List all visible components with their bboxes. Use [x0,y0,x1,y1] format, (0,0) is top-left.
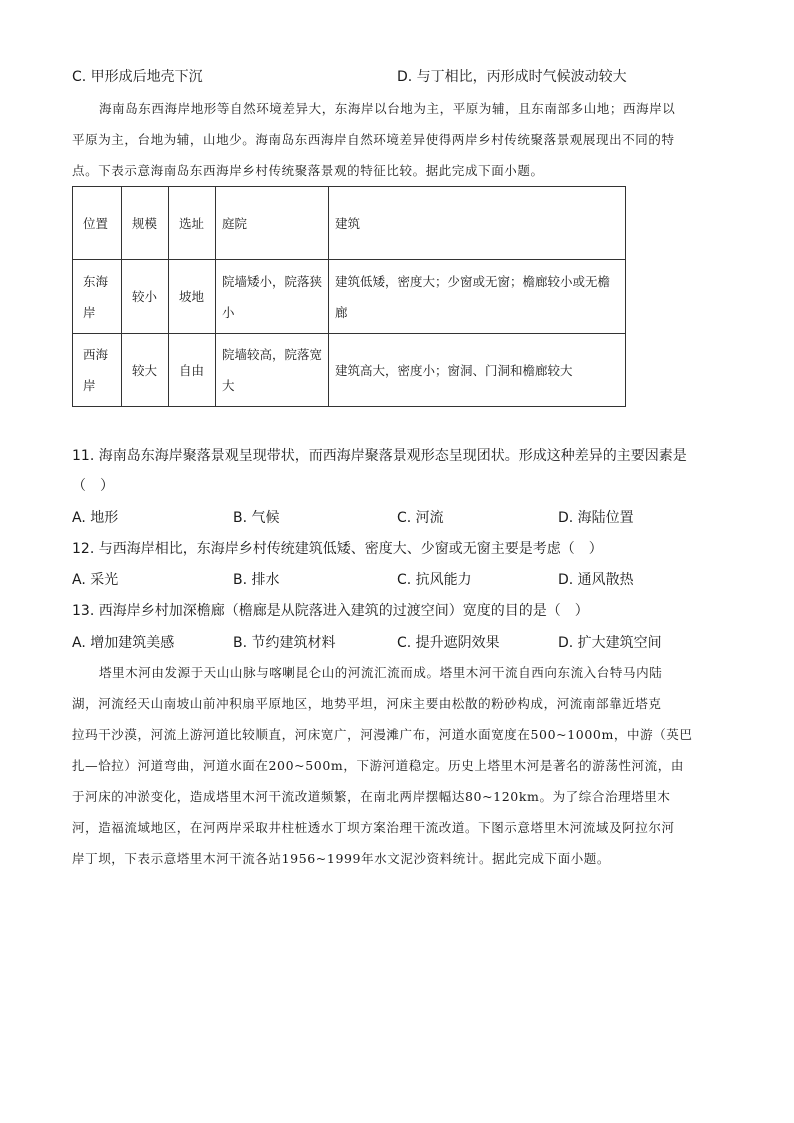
q12-option-b[interactable]: B. 排水 [233,572,280,588]
passage-line: 平原为主，台地为辅，山地少。海南岛东西海岸自然环境差异使得两岸乡村传统聚落景观展现出不同的特 [72,132,675,147]
passage-line: 岸丁坝，下表示意塔里木河干流各站1956~1999年水文泥沙资料统计。据此完成下面小题。 [72,851,610,866]
passage-line: 点。下表示意海南岛东西海岸乡村传统聚落景观的特征比较。据此完成下面小题。 [72,163,544,178]
table-row [73,334,626,407]
header-scale: 规模 [122,187,169,260]
cell-position: 西海岸 [73,334,122,407]
passage-line: 湖，河流经天山南坡山前冲积扇平原地区，地势平坦，河床主要由松散的粉砂构成，河流南部靠近塔克 [72,696,662,711]
table-header-row [73,187,626,260]
cell-site: 自由 [169,334,216,407]
q11-option-c[interactable]: C. 河流 [397,510,444,526]
q13-option-b[interactable]: B. 节约建筑材料 [233,635,336,651]
cell-building: 建筑低矮，密度大；少窗或无窗；檐廊较小或无檐廊 [329,260,626,334]
option-d-prev: D. 与丁相比，丙形成时气候波动较大 [397,69,627,85]
question-13-stem: 13. 西海岸乡村加深檐廊（檐廊是从院落进入建筑的过渡空间）宽度的目的是（ ） [72,603,589,619]
option-c-prev: C. 甲形成后地壳下沉 [72,69,203,85]
passage-line: 海南岛东西海岸地形等自然环境差异大，东海岸以台地为主，平原为辅，且东南部多山地；西海岸以 [99,101,676,116]
header-site: 选址 [169,187,216,260]
cell-courtyard: 院墙矮小，院落狭小 [216,260,329,334]
header-courtyard: 庭院 [216,187,329,260]
q13-option-a[interactable]: A. 增加建筑美感 [72,635,175,651]
passage-line: 拉玛干沙漠，河流上游河道比较顺直，河床宽广，河漫滩广布，河道水面宽度在500~1000m，中游（英巴 [72,727,693,742]
passage-line: 河，造福流域地区，在河两岸采取井柱桩透水丁坝方案治理干流改道。下图示意塔里木河流域及阿拉尔河 [72,820,675,835]
cell-site: 坡地 [169,260,216,334]
passage-line: 扎—恰拉）河道弯曲，河道水面在200~500m，下游河道稳定。历史上塔里木河是著名的游荡性河流，由 [72,758,684,773]
q11-option-a[interactable]: A. 地形 [72,510,119,526]
question-12-stem: 12. 与西海岸相比，东海岸乡村传统建筑低矮、密度大、少窗或无窗主要是考虑（ ） [72,541,603,557]
settlement-comparison-table [72,186,626,407]
passage-hainan [72,93,724,186]
cell-position: 东海岸 [73,260,122,334]
header-position: 位置 [73,187,122,260]
q11-option-d[interactable]: D. 海陆位置 [558,510,634,526]
question-11-blank: （ ） [72,478,114,494]
q12-option-a[interactable]: A. 采光 [72,572,119,588]
q11-option-b[interactable]: B. 气候 [233,510,280,526]
q12-option-d[interactable]: D. 通风散热 [558,572,634,588]
passage-line: 塔里木河由发源于天山山脉与喀喇昆仑山的河流汇流而成。塔里木河干流自西向东流入台特马内陆 [99,665,663,680]
q13-option-c[interactable]: C. 提升遮阴效果 [397,635,500,651]
cell-building: 建筑高大，密度小；窗洞、门洞和檐廊较大 [329,334,626,407]
passage-tarim [72,657,724,874]
table-row [73,260,626,334]
q13-option-d[interactable]: D. 扩大建筑空间 [558,635,662,651]
cell-scale: 较大 [122,334,169,407]
q12-option-c[interactable]: C. 抗风能力 [397,572,472,588]
passage-line: 于河床的冲淤变化，造成塔里木河干流改道频繁，在南北两岸摆幅达80~120km。为了综合治理塔里木 [72,789,671,804]
question-11-stem: 11. 海南岛东海岸聚落景观呈现带状，而西海岸聚落景观形态呈现团状。形成这种差异的主要因素是 [72,448,687,464]
cell-courtyard: 院墙较高，院落宽大 [216,334,329,407]
cell-scale: 较小 [122,260,169,334]
header-building: 建筑 [329,187,626,260]
